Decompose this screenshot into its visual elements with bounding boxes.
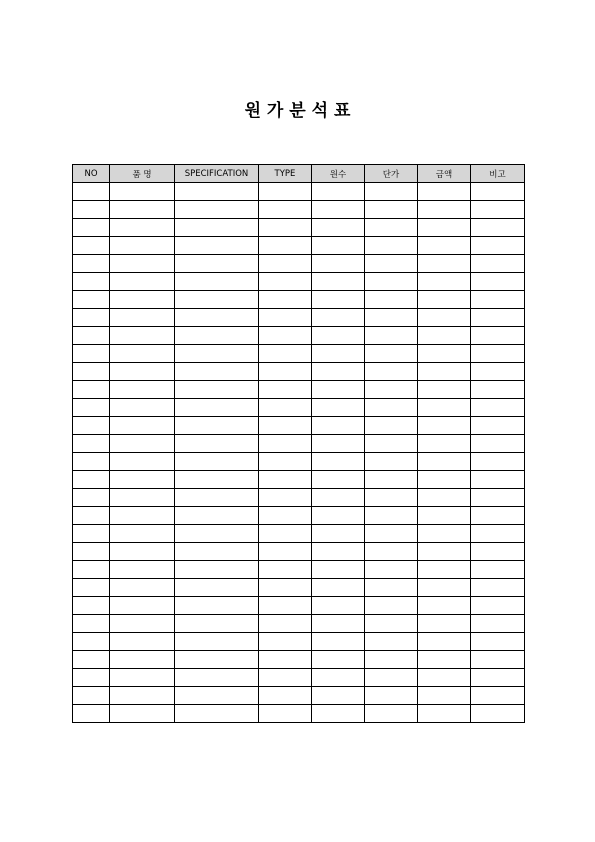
cell-no[interactable] bbox=[73, 201, 110, 219]
cell-quantity[interactable] bbox=[312, 345, 365, 363]
cell-type[interactable] bbox=[259, 237, 312, 255]
table-row bbox=[73, 507, 525, 525]
cell-quantity[interactable] bbox=[312, 291, 365, 309]
header-type: TYPE bbox=[259, 165, 312, 183]
cell-item-name[interactable] bbox=[110, 381, 175, 399]
table-row bbox=[73, 651, 525, 669]
cell-no[interactable] bbox=[73, 579, 110, 597]
cell-unit-price[interactable] bbox=[365, 651, 418, 669]
table-row bbox=[73, 219, 525, 237]
table-row bbox=[73, 615, 525, 633]
cell-remarks[interactable] bbox=[471, 705, 525, 723]
cell-no[interactable] bbox=[73, 669, 110, 687]
cell-no[interactable] bbox=[73, 417, 110, 435]
cell-amount[interactable] bbox=[418, 201, 471, 219]
cell-unit-price[interactable] bbox=[365, 309, 418, 327]
header-remarks: 비고 bbox=[471, 165, 525, 183]
cell-quantity[interactable] bbox=[312, 327, 365, 345]
cell-quantity[interactable] bbox=[312, 651, 365, 669]
cell-amount[interactable] bbox=[418, 219, 471, 237]
cell-item-name[interactable] bbox=[110, 363, 175, 381]
cell-quantity[interactable] bbox=[312, 453, 365, 471]
cell-amount[interactable] bbox=[418, 705, 471, 723]
header-amount: 금액 bbox=[418, 165, 471, 183]
cell-type[interactable] bbox=[259, 273, 312, 291]
cell-remarks[interactable] bbox=[471, 561, 525, 579]
cell-item-name[interactable] bbox=[110, 579, 175, 597]
cell-specification[interactable] bbox=[175, 615, 259, 633]
cell-amount[interactable] bbox=[418, 399, 471, 417]
cell-remarks[interactable] bbox=[471, 291, 525, 309]
cell-unit-price[interactable] bbox=[365, 345, 418, 363]
cell-remarks[interactable] bbox=[471, 453, 525, 471]
cell-unit-price[interactable] bbox=[365, 435, 418, 453]
cell-no[interactable] bbox=[73, 705, 110, 723]
table-row bbox=[73, 597, 525, 615]
cell-quantity[interactable] bbox=[312, 561, 365, 579]
table-row bbox=[73, 363, 525, 381]
table-row bbox=[73, 255, 525, 273]
cell-type[interactable] bbox=[259, 435, 312, 453]
table-row bbox=[73, 489, 525, 507]
cell-type[interactable] bbox=[259, 669, 312, 687]
cell-specification[interactable] bbox=[175, 597, 259, 615]
cell-item-name[interactable] bbox=[110, 651, 175, 669]
cell-specification[interactable] bbox=[175, 471, 259, 489]
cell-unit-price[interactable] bbox=[365, 615, 418, 633]
cell-unit-price[interactable] bbox=[365, 183, 418, 201]
cell-quantity[interactable] bbox=[312, 705, 365, 723]
cell-unit-price[interactable] bbox=[365, 489, 418, 507]
cell-unit-price[interactable] bbox=[365, 525, 418, 543]
cell-quantity[interactable] bbox=[312, 597, 365, 615]
cell-item-name[interactable] bbox=[110, 309, 175, 327]
cell-no[interactable] bbox=[73, 543, 110, 561]
cell-amount[interactable] bbox=[418, 669, 471, 687]
cell-item-name[interactable] bbox=[110, 345, 175, 363]
cell-no[interactable] bbox=[73, 615, 110, 633]
cell-remarks[interactable] bbox=[471, 309, 525, 327]
cell-item-name[interactable] bbox=[110, 543, 175, 561]
cell-remarks[interactable] bbox=[471, 579, 525, 597]
table-row bbox=[73, 417, 525, 435]
cell-amount[interactable] bbox=[418, 633, 471, 651]
cell-type[interactable] bbox=[259, 471, 312, 489]
cell-quantity[interactable] bbox=[312, 273, 365, 291]
cell-type[interactable] bbox=[259, 579, 312, 597]
cell-amount[interactable] bbox=[418, 561, 471, 579]
cell-amount[interactable] bbox=[418, 651, 471, 669]
cell-no[interactable] bbox=[73, 363, 110, 381]
cell-amount[interactable] bbox=[418, 417, 471, 435]
cell-specification[interactable] bbox=[175, 183, 259, 201]
cell-remarks[interactable] bbox=[471, 273, 525, 291]
cell-item-name[interactable] bbox=[110, 201, 175, 219]
cell-specification[interactable] bbox=[175, 363, 259, 381]
cell-quantity[interactable] bbox=[312, 309, 365, 327]
cell-specification[interactable] bbox=[175, 327, 259, 345]
cell-specification[interactable] bbox=[175, 579, 259, 597]
cell-type[interactable] bbox=[259, 183, 312, 201]
cell-unit-price[interactable] bbox=[365, 381, 418, 399]
cell-amount[interactable] bbox=[418, 453, 471, 471]
cell-type[interactable] bbox=[259, 327, 312, 345]
cell-unit-price[interactable] bbox=[365, 633, 418, 651]
cell-no[interactable] bbox=[73, 219, 110, 237]
cell-remarks[interactable] bbox=[471, 669, 525, 687]
cell-no[interactable] bbox=[73, 633, 110, 651]
cell-item-name[interactable] bbox=[110, 273, 175, 291]
table-row bbox=[73, 183, 525, 201]
cell-amount[interactable] bbox=[418, 255, 471, 273]
cell-type[interactable] bbox=[259, 453, 312, 471]
cell-item-name[interactable] bbox=[110, 705, 175, 723]
cell-type[interactable] bbox=[259, 219, 312, 237]
cell-amount[interactable] bbox=[418, 615, 471, 633]
header-specification: SPECIFICATION bbox=[175, 165, 259, 183]
table-row bbox=[73, 435, 525, 453]
table-row bbox=[73, 705, 525, 723]
header-item-name: 품 명 bbox=[110, 165, 175, 183]
cell-quantity[interactable] bbox=[312, 381, 365, 399]
cell-quantity[interactable] bbox=[312, 471, 365, 489]
cell-quantity[interactable] bbox=[312, 615, 365, 633]
cell-item-name[interactable] bbox=[110, 687, 175, 705]
cell-specification[interactable] bbox=[175, 435, 259, 453]
cell-remarks[interactable] bbox=[471, 237, 525, 255]
cell-no[interactable] bbox=[73, 237, 110, 255]
cell-amount[interactable] bbox=[418, 183, 471, 201]
cell-type[interactable] bbox=[259, 651, 312, 669]
cell-unit-price[interactable] bbox=[365, 705, 418, 723]
cell-item-name[interactable] bbox=[110, 327, 175, 345]
cell-no[interactable] bbox=[73, 309, 110, 327]
cell-item-name[interactable] bbox=[110, 507, 175, 525]
cell-amount[interactable] bbox=[418, 597, 471, 615]
cell-item-name[interactable] bbox=[110, 597, 175, 615]
cell-type[interactable] bbox=[259, 489, 312, 507]
cell-specification[interactable] bbox=[175, 201, 259, 219]
cell-quantity[interactable] bbox=[312, 237, 365, 255]
cell-quantity[interactable] bbox=[312, 201, 365, 219]
cell-quantity[interactable] bbox=[312, 687, 365, 705]
cell-quantity[interactable] bbox=[312, 489, 365, 507]
cell-item-name[interactable] bbox=[110, 561, 175, 579]
cell-no[interactable] bbox=[73, 273, 110, 291]
cell-unit-price[interactable] bbox=[365, 687, 418, 705]
cell-item-name[interactable] bbox=[110, 453, 175, 471]
cell-specification[interactable] bbox=[175, 489, 259, 507]
cell-unit-price[interactable] bbox=[365, 597, 418, 615]
cell-unit-price[interactable] bbox=[365, 255, 418, 273]
cell-unit-price[interactable] bbox=[365, 579, 418, 597]
cell-item-name[interactable] bbox=[110, 435, 175, 453]
cell-remarks[interactable] bbox=[471, 363, 525, 381]
cell-specification[interactable] bbox=[175, 561, 259, 579]
cell-remarks[interactable] bbox=[471, 525, 525, 543]
table-row bbox=[73, 273, 525, 291]
cell-quantity[interactable] bbox=[312, 669, 365, 687]
cell-specification[interactable] bbox=[175, 669, 259, 687]
cell-no[interactable] bbox=[73, 507, 110, 525]
table-row bbox=[73, 327, 525, 345]
cell-type[interactable] bbox=[259, 633, 312, 651]
cell-no[interactable] bbox=[73, 453, 110, 471]
cell-item-name[interactable] bbox=[110, 615, 175, 633]
cell-specification[interactable] bbox=[175, 525, 259, 543]
cell-unit-price[interactable] bbox=[365, 219, 418, 237]
table-row bbox=[73, 579, 525, 597]
cell-remarks[interactable] bbox=[471, 651, 525, 669]
cell-no[interactable] bbox=[73, 597, 110, 615]
cell-unit-price[interactable] bbox=[365, 453, 418, 471]
cell-amount[interactable] bbox=[418, 471, 471, 489]
table-body bbox=[73, 183, 525, 723]
header-quantity: 원수 bbox=[312, 165, 365, 183]
cell-quantity[interactable] bbox=[312, 525, 365, 543]
cell-specification[interactable] bbox=[175, 219, 259, 237]
cell-quantity[interactable] bbox=[312, 255, 365, 273]
cell-remarks[interactable] bbox=[471, 687, 525, 705]
cell-quantity[interactable] bbox=[312, 507, 365, 525]
cell-amount[interactable] bbox=[418, 525, 471, 543]
cell-unit-price[interactable] bbox=[365, 201, 418, 219]
cell-remarks[interactable] bbox=[471, 201, 525, 219]
cell-amount[interactable] bbox=[418, 363, 471, 381]
cell-specification[interactable] bbox=[175, 417, 259, 435]
cell-unit-price[interactable] bbox=[365, 669, 418, 687]
cell-no[interactable] bbox=[73, 327, 110, 345]
cost-analysis-table bbox=[72, 164, 525, 723]
cell-amount[interactable] bbox=[418, 381, 471, 399]
cell-type[interactable] bbox=[259, 597, 312, 615]
cell-no[interactable] bbox=[73, 561, 110, 579]
cell-no[interactable] bbox=[73, 183, 110, 201]
cell-remarks[interactable] bbox=[471, 435, 525, 453]
table-row bbox=[73, 309, 525, 327]
cell-quantity[interactable] bbox=[312, 633, 365, 651]
cell-type[interactable] bbox=[259, 507, 312, 525]
cell-no[interactable] bbox=[73, 381, 110, 399]
table-row bbox=[73, 453, 525, 471]
cell-no[interactable] bbox=[73, 399, 110, 417]
cell-amount[interactable] bbox=[418, 345, 471, 363]
cell-item-name[interactable] bbox=[110, 183, 175, 201]
cell-no[interactable] bbox=[73, 489, 110, 507]
cell-specification[interactable] bbox=[175, 381, 259, 399]
cell-unit-price[interactable] bbox=[365, 507, 418, 525]
cell-remarks[interactable] bbox=[471, 219, 525, 237]
cell-specification[interactable] bbox=[175, 543, 259, 561]
cell-specification[interactable] bbox=[175, 399, 259, 417]
cell-no[interactable] bbox=[73, 651, 110, 669]
cell-specification[interactable] bbox=[175, 453, 259, 471]
cell-amount[interactable] bbox=[418, 309, 471, 327]
table-header-row bbox=[73, 165, 525, 183]
cell-type[interactable] bbox=[259, 291, 312, 309]
cell-quantity[interactable] bbox=[312, 435, 365, 453]
cell-type[interactable] bbox=[259, 399, 312, 417]
cell-quantity[interactable] bbox=[312, 219, 365, 237]
table-row bbox=[73, 291, 525, 309]
cell-type[interactable] bbox=[259, 561, 312, 579]
cell-remarks[interactable] bbox=[471, 507, 525, 525]
cell-unit-price[interactable] bbox=[365, 417, 418, 435]
cell-unit-price[interactable] bbox=[365, 273, 418, 291]
cell-unit-price[interactable] bbox=[365, 237, 418, 255]
page-title: 원 가 분 석 표 bbox=[244, 101, 351, 121]
cell-specification[interactable] bbox=[175, 255, 259, 273]
cell-specification[interactable] bbox=[175, 237, 259, 255]
table-row bbox=[73, 525, 525, 543]
cell-no[interactable] bbox=[73, 435, 110, 453]
cell-item-name[interactable] bbox=[110, 417, 175, 435]
header-unit-price: 단가 bbox=[365, 165, 418, 183]
cell-specification[interactable] bbox=[175, 687, 259, 705]
cell-amount[interactable] bbox=[418, 291, 471, 309]
cell-remarks[interactable] bbox=[471, 381, 525, 399]
cell-amount[interactable] bbox=[418, 687, 471, 705]
cell-remarks[interactable] bbox=[471, 633, 525, 651]
cell-unit-price[interactable] bbox=[365, 543, 418, 561]
cell-quantity[interactable] bbox=[312, 183, 365, 201]
cell-item-name[interactable] bbox=[110, 237, 175, 255]
cell-unit-price[interactable] bbox=[365, 399, 418, 417]
cell-quantity[interactable] bbox=[312, 543, 365, 561]
cell-item-name[interactable] bbox=[110, 471, 175, 489]
cell-type[interactable] bbox=[259, 417, 312, 435]
cell-type[interactable] bbox=[259, 687, 312, 705]
cell-type[interactable] bbox=[259, 615, 312, 633]
cell-remarks[interactable] bbox=[471, 183, 525, 201]
cell-quantity[interactable] bbox=[312, 417, 365, 435]
cell-remarks[interactable] bbox=[471, 471, 525, 489]
table-row bbox=[73, 381, 525, 399]
cell-no[interactable] bbox=[73, 291, 110, 309]
cell-type[interactable] bbox=[259, 381, 312, 399]
cell-item-name[interactable] bbox=[110, 525, 175, 543]
table-row bbox=[73, 471, 525, 489]
cell-specification[interactable] bbox=[175, 309, 259, 327]
cell-specification[interactable] bbox=[175, 705, 259, 723]
table-row bbox=[73, 399, 525, 417]
table-row bbox=[73, 633, 525, 651]
cell-item-name[interactable] bbox=[110, 219, 175, 237]
cell-unit-price[interactable] bbox=[365, 561, 418, 579]
cell-specification[interactable] bbox=[175, 273, 259, 291]
cell-remarks[interactable] bbox=[471, 255, 525, 273]
table-row bbox=[73, 669, 525, 687]
cell-type[interactable] bbox=[259, 525, 312, 543]
cell-amount[interactable] bbox=[418, 237, 471, 255]
cell-specification[interactable] bbox=[175, 651, 259, 669]
cell-specification[interactable] bbox=[175, 507, 259, 525]
cell-type[interactable] bbox=[259, 345, 312, 363]
cell-item-name[interactable] bbox=[110, 633, 175, 651]
cell-remarks[interactable] bbox=[471, 615, 525, 633]
cell-specification[interactable] bbox=[175, 345, 259, 363]
cell-type[interactable] bbox=[259, 363, 312, 381]
table-row bbox=[73, 543, 525, 561]
cell-quantity[interactable] bbox=[312, 399, 365, 417]
cell-remarks[interactable] bbox=[471, 417, 525, 435]
cell-item-name[interactable] bbox=[110, 291, 175, 309]
header-no: NO bbox=[73, 165, 110, 183]
cell-type[interactable] bbox=[259, 705, 312, 723]
cell-amount[interactable] bbox=[418, 327, 471, 345]
cell-remarks[interactable] bbox=[471, 399, 525, 417]
cell-unit-price[interactable] bbox=[365, 471, 418, 489]
cell-unit-price[interactable] bbox=[365, 327, 418, 345]
cell-amount[interactable] bbox=[418, 489, 471, 507]
cell-no[interactable] bbox=[73, 525, 110, 543]
cell-amount[interactable] bbox=[418, 507, 471, 525]
table-row bbox=[73, 687, 525, 705]
table-row bbox=[73, 201, 525, 219]
cell-remarks[interactable] bbox=[471, 489, 525, 507]
cell-specification[interactable] bbox=[175, 291, 259, 309]
cell-no[interactable] bbox=[73, 471, 110, 489]
cell-remarks[interactable] bbox=[471, 543, 525, 561]
cell-amount[interactable] bbox=[418, 543, 471, 561]
cell-item-name[interactable] bbox=[110, 669, 175, 687]
cell-remarks[interactable] bbox=[471, 327, 525, 345]
cell-type[interactable] bbox=[259, 255, 312, 273]
cell-quantity[interactable] bbox=[312, 363, 365, 381]
cell-remarks[interactable] bbox=[471, 597, 525, 615]
cell-type[interactable] bbox=[259, 309, 312, 327]
cell-unit-price[interactable] bbox=[365, 363, 418, 381]
cell-type[interactable] bbox=[259, 543, 312, 561]
cell-quantity[interactable] bbox=[312, 579, 365, 597]
cell-no[interactable] bbox=[73, 345, 110, 363]
cell-unit-price[interactable] bbox=[365, 291, 418, 309]
cell-amount[interactable] bbox=[418, 273, 471, 291]
cell-item-name[interactable] bbox=[110, 399, 175, 417]
table-row bbox=[73, 561, 525, 579]
table-row bbox=[73, 237, 525, 255]
table-row bbox=[73, 345, 525, 363]
cell-specification[interactable] bbox=[175, 633, 259, 651]
cell-item-name[interactable] bbox=[110, 489, 175, 507]
cell-no[interactable] bbox=[73, 255, 110, 273]
cell-no[interactable] bbox=[73, 687, 110, 705]
cell-amount[interactable] bbox=[418, 435, 471, 453]
cell-item-name[interactable] bbox=[110, 255, 175, 273]
cell-type[interactable] bbox=[259, 201, 312, 219]
cell-remarks[interactable] bbox=[471, 345, 525, 363]
cell-amount[interactable] bbox=[418, 579, 471, 597]
